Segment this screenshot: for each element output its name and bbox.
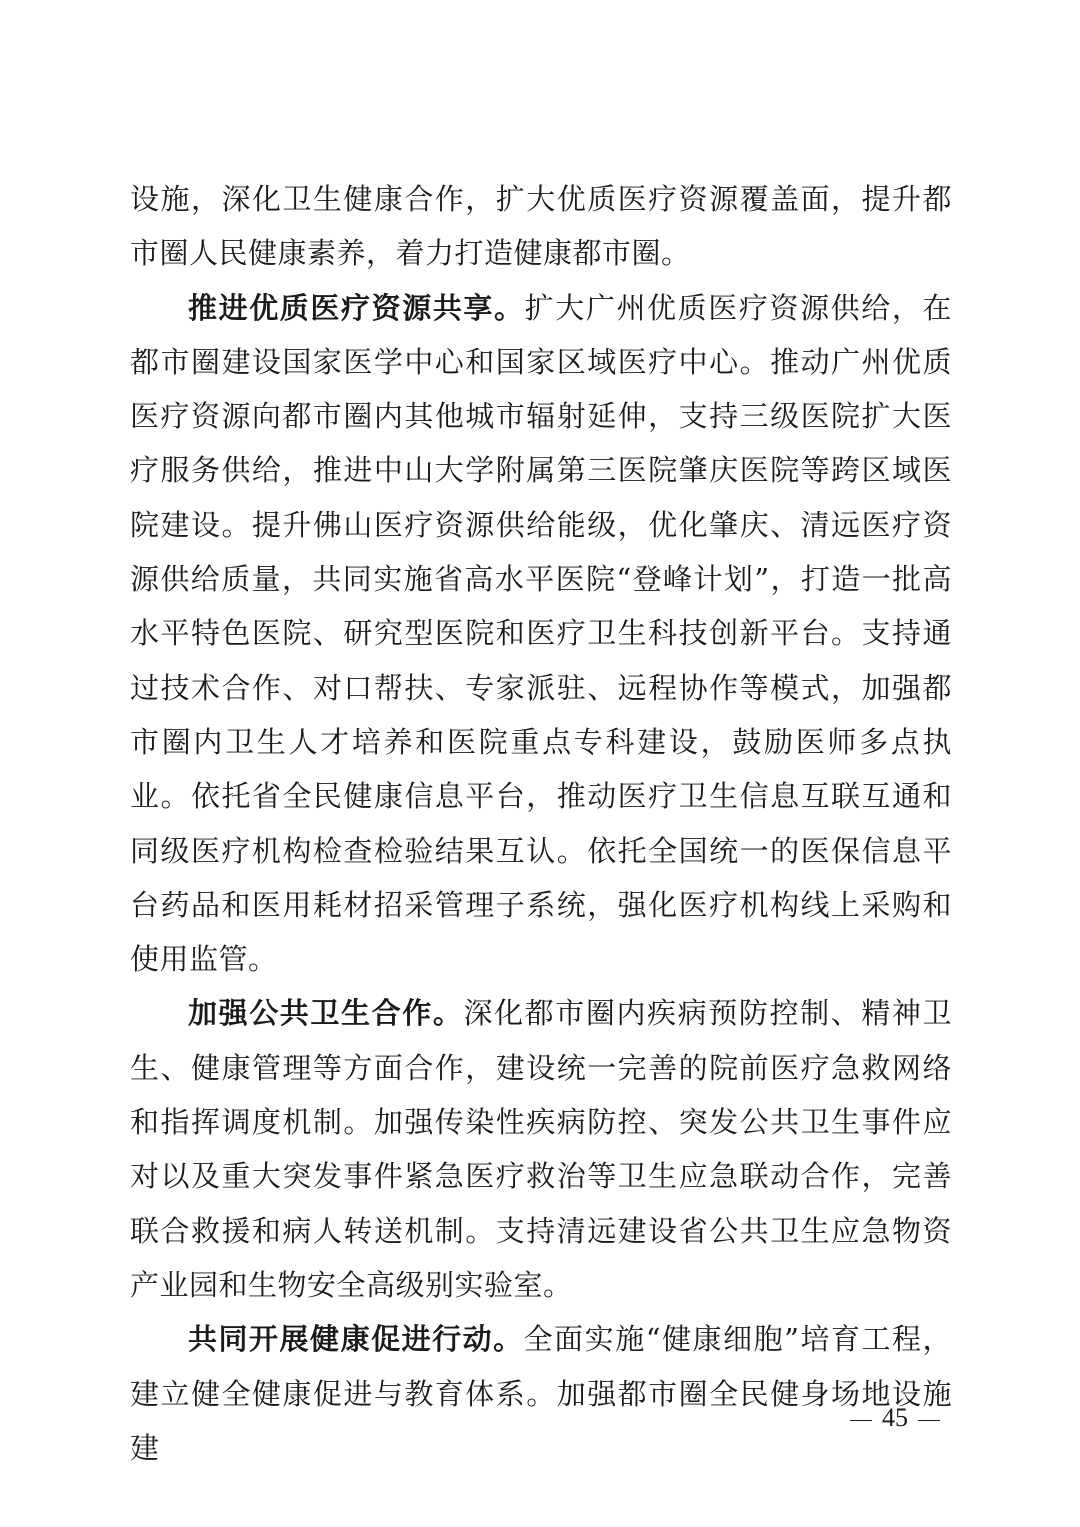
page-number-dash-right <box>918 1420 940 1421</box>
paragraph-heading: 推进优质医疗资源共享。 <box>188 290 525 325</box>
paragraph-text: 扩大广州优质医疗资源供给，在都市圈建设国家医学中心和国家区域医疗中心。推动广州优质医疗资源向都市圈内其他城市辐射延伸，支持三级医院扩大医疗服务供给，推进中山大学附属第三医院肇庆医院等跨区域医院建设。提升佛山医疗资源供给能级，优化肇庆、清远医疗资源供给质量，共同实施省高水平医院“登峰计划”，打造一批高水平特色医院、研究型医院和医疗卫生科技创新平台。支持通过技术合作、对口帮扶、专家派驻、远程协作等模式，加强都市圈内卫生人才培养和医院重点专科建设，鼓励医师多点执业。依托省全民健康信息平台，推动医疗卫生信息互联互通和同级医疗机构检查检验结果互认。依托全国统一的医保信息平台药品和医用耗材招采管理子系统，强化医疗机构线上采购和使用监管。 <box>130 290 952 977</box>
paragraph-text: 设施，深化卫生健康合作，扩大优质医疗资源覆盖面，提升都市圈人民健康素养，着力打造健康都市圈。 <box>130 182 952 271</box>
paragraph-text: 深化都市圈内疾病预防控制、精神卫生、健康管理等方面合作，建设统一完善的院前医疗急救网络和指挥调度机制。加强传染性疾病防控、突发公共卫生事件应对以及重大突发事件紧急医疗救治等卫生应急联动合作，完善联合救援和病人转送机制。支持清远建设省公共卫生应急物资产业园和生物安全高级别实验室。 <box>130 996 952 1302</box>
paragraph-health-promotion <box>130 1312 952 1475</box>
page-number <box>840 1400 950 1436</box>
paragraph-text: 全面实施“健康细胞”培育工程，建立健全健康促进与教育体系。加强都市圈全民健身场地设施建 <box>130 1322 952 1465</box>
paragraph-medical-resources <box>130 281 952 987</box>
paragraph-heading: 共同开展健康促进行动。 <box>188 1322 524 1357</box>
page-number-value: 45 <box>882 1403 908 1432</box>
body-text <box>130 172 952 1475</box>
page-number-dash-left <box>850 1420 872 1421</box>
paragraph-public-health <box>130 986 952 1312</box>
paragraph-heading: 加强公共卫生合作。 <box>188 996 464 1031</box>
paragraph-continuation <box>130 172 952 281</box>
